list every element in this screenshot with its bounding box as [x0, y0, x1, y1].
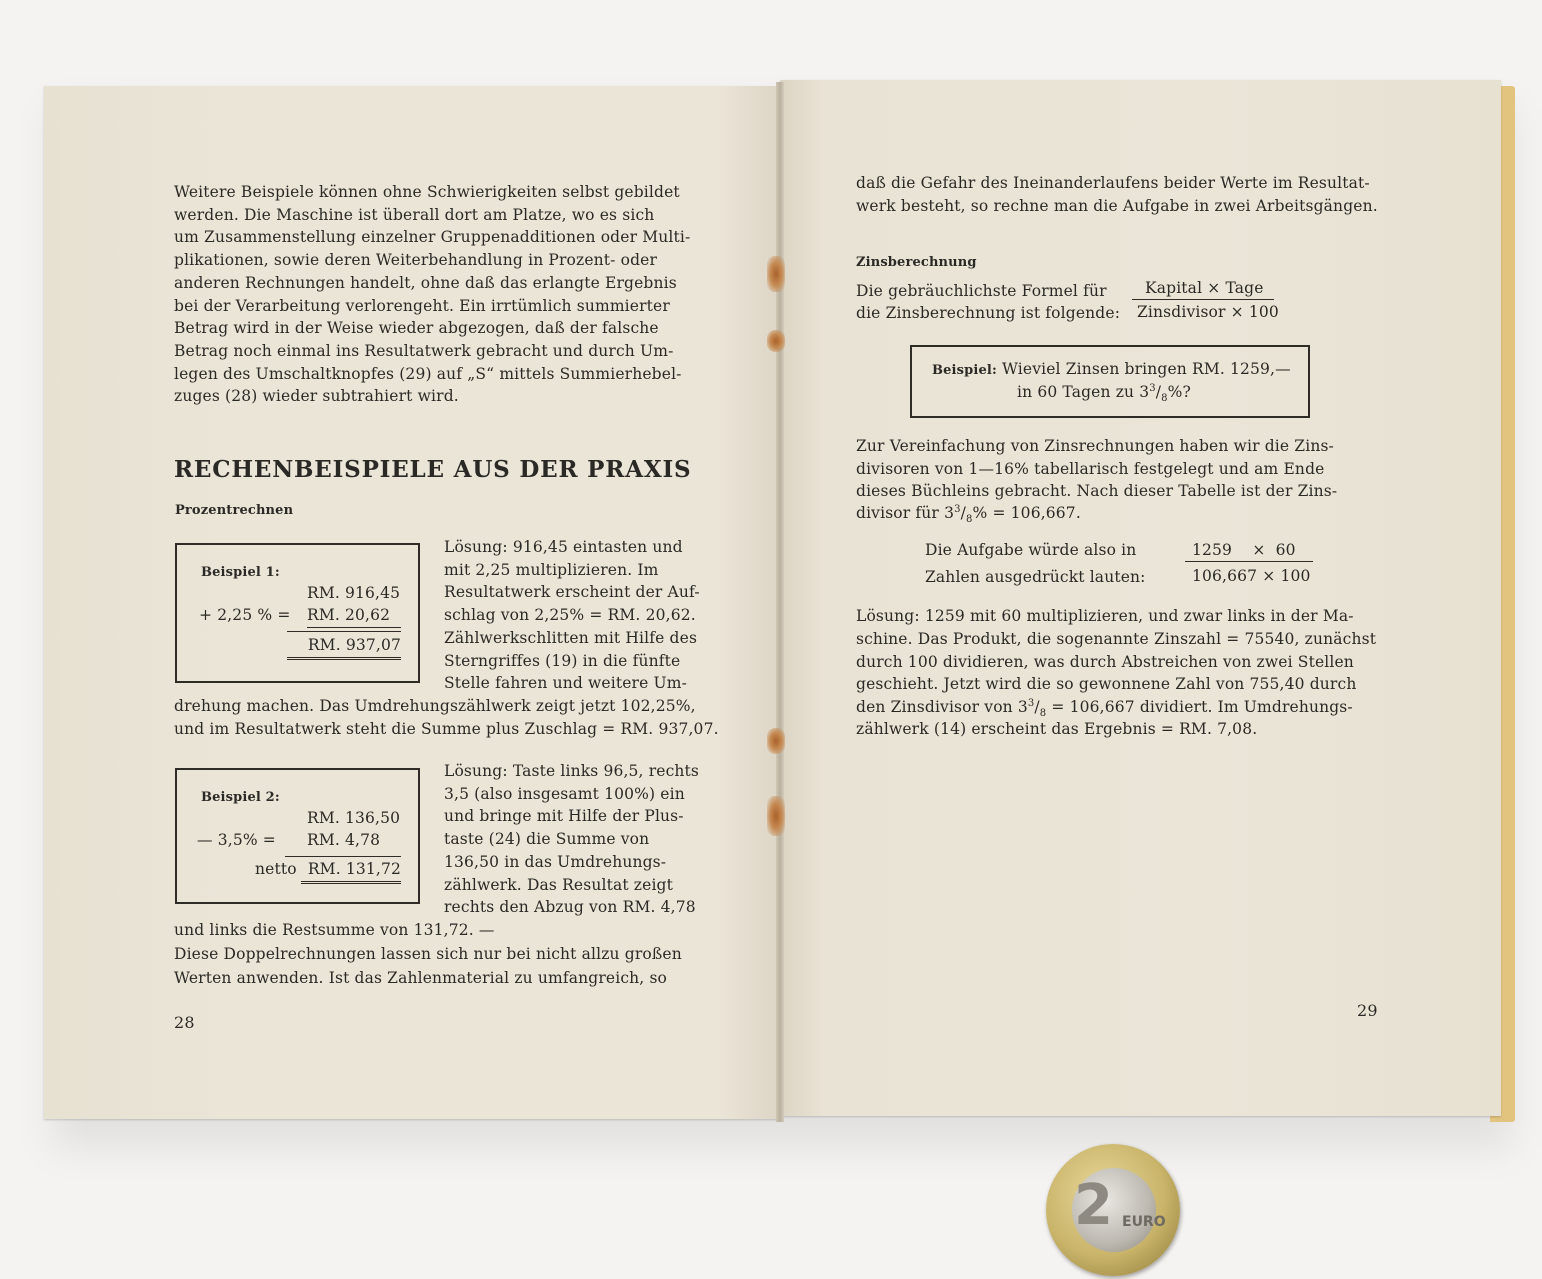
aufgabe-denominator: 106,667 × 100	[1192, 567, 1311, 585]
book-gutter	[776, 82, 784, 1122]
text-line: durch 100 dividieren, was durch Abstreichen von zwei Stellen	[856, 652, 1354, 671]
text-line: Sterngriffes (19) in die fünfte	[444, 651, 681, 670]
text-line: Betrag noch einmal ins Resultatwerk gebracht und durch Um-	[174, 341, 674, 360]
example-text-2-pre: in 60 Tagen zu 3	[1017, 383, 1150, 401]
text-line: um Zusammenstellung einzelner Gruppenadditionen oder Multi-	[174, 228, 691, 247]
section-heading: RECHENBEISPIELE AUS DER PRAXIS	[174, 456, 692, 483]
para-frac-den: 8	[965, 514, 973, 526]
right-page	[780, 80, 1501, 1116]
example-2-total: RM. 131,72	[301, 858, 401, 884]
text-line: daß die Gefahr des Ineinanderlaufens beider Werte im Resultat-	[856, 174, 1370, 192]
example-box	[910, 345, 1310, 418]
aufgabe-line-1: Die Aufgabe würde also in	[925, 541, 1137, 559]
example-1-rule	[287, 631, 401, 632]
text-line: geschieht. Jetzt wird die so gewonnene Zahl von 755,40 durch	[856, 675, 1357, 694]
text-line: Betrag wird in der Weise wieder abgezogen, daß der falsche	[174, 319, 659, 338]
text-line: schine. Das Produkt, die sogenannte Zinszahl = 75540, zunächst	[856, 629, 1377, 648]
formula-intro-1: Die gebräuchlichste Formel für	[856, 282, 1107, 300]
text-line: Lösung: Taste links 96,5, rechts	[444, 762, 700, 780]
text-line: Werten anwenden. Ist das Zahlenmaterial zu umfangreich, so	[174, 969, 668, 987]
formula-denominator: Zinsdivisor × 100	[1137, 303, 1279, 321]
text-line: Stelle fahren und weitere Um-	[444, 674, 687, 693]
example-2-total-prefix: netto	[255, 860, 297, 878]
left-page	[44, 86, 778, 1119]
example-1-line1: RM. 916,45	[307, 584, 401, 602]
coin-euro-text: EURO	[1122, 1214, 1166, 1230]
aufgabe-line-2: Zahlen ausgedrückt lauten:	[925, 568, 1146, 586]
page-number-right: 29	[1357, 1001, 1378, 1020]
two-euro-coin	[1046, 1144, 1180, 1276]
rust-staple-4	[767, 796, 785, 836]
example-1-line2-right: RM. 20,62	[307, 604, 401, 628]
sol5-frac-num: 3	[1027, 697, 1035, 709]
rust-staple-2	[767, 330, 785, 352]
zins-solution-line-5: den Zinsdivisor von $3^3/_8 = 106,667$ dividiert. Im Umdrehungs-	[856, 697, 1353, 720]
text-line: zählwerk. Das Resultat zeigt	[444, 875, 674, 894]
text-line: drehung machen. Das Umdrehungszählwerk zeigt jetzt 102,25%,	[174, 697, 696, 715]
text-line: bei der Verarbeitung verlorengeht. Ein irrtümlich summierter	[174, 296, 670, 315]
page-number-left: 28	[174, 1013, 195, 1032]
zins-heading: Zinsberechnung	[856, 255, 977, 270]
example-text-2-post: %?	[1167, 383, 1191, 401]
text-line: Diese Doppelrechnungen lassen sich nur bei nicht allzu großen	[174, 945, 682, 963]
text-line: Zur Vereinfachung von Zinsrechnungen haben wir die Zins-	[856, 437, 1334, 455]
text-line: Resultatwerk erscheint der Auf-	[444, 583, 700, 602]
text-line: schlag von 2,25% = RM. 20,62.	[444, 606, 696, 625]
text-line: divisoren von 1—16% tabellarisch festgelegt und am Ende	[856, 459, 1325, 478]
frac-den: 8	[1161, 393, 1168, 405]
rust-staple-3	[767, 728, 785, 754]
example-2-line1: RM. 136,50	[307, 809, 401, 827]
example-2-box	[175, 768, 420, 904]
coin-value: 2	[1074, 1173, 1113, 1238]
example-2-label: Beispiel 2:	[201, 790, 280, 805]
text-line: taste (24) die Summe von	[444, 830, 650, 849]
text-line: werden. Die Maschine ist überall dort am Platze, wo es sich	[174, 205, 655, 224]
text-line: Lösung: 1259 mit 60 multiplizieren, und zwar links in der Ma-	[856, 607, 1354, 625]
example-2-line2-left: — 3,5% =	[197, 831, 276, 849]
formula-intro-2: die Zinsberechnung ist folgende:	[856, 304, 1121, 322]
sol5-post: = 106,667 dividiert. Im Umdrehungs-	[1046, 698, 1353, 716]
text-line: und bringe mit Hilfe der Plus-	[444, 807, 684, 826]
text-line: anderen Rechnungen handelt, ohne daß das erlangte Ergebnis	[174, 273, 677, 292]
zins-solution-line-6: zählwerk (14) erscheint das Ergebnis = RM. 7,08.	[856, 720, 1258, 738]
example-label: Beispiel:	[932, 363, 997, 378]
text-line: Zählwerkschlitten mit Hilfe des	[444, 628, 698, 647]
example-1-line2-left: + 2,25 % =	[199, 606, 291, 624]
example-2-line2-right: RM. 4,78	[307, 831, 381, 849]
para-last-post: % = 106,667.	[972, 504, 1081, 522]
example-1-label: Beispiel 1:	[201, 565, 280, 580]
aufgabe-numerator: 1259 × 60	[1192, 541, 1296, 559]
text-line: Weitere Beispiele können ohne Schwierigkeiten selbst gebildet	[174, 183, 680, 201]
aufgabe-fraction-bar	[1185, 561, 1313, 562]
sol5-pre: den Zinsdivisor von 3	[856, 698, 1028, 716]
formula-fraction-bar	[1132, 299, 1274, 300]
zinsdivisor-last-line: divisor für $3^3/_8\% = 106,667$.	[856, 503, 1081, 526]
example-line-1	[932, 358, 1291, 383]
example-text-1: Wieviel Zinsen bringen RM. 1259,—	[1001, 360, 1291, 378]
para-last-pre: divisor für 3	[856, 504, 955, 522]
frac-num: 3	[1149, 382, 1156, 394]
example-line-2: in 60 Tagen zu $3^3/_8\%$?	[1017, 382, 1191, 405]
text-line: dieses Büchleins gebracht. Nach dieser Tabelle ist der Zins-	[856, 482, 1338, 500]
example-1-box	[175, 543, 420, 683]
example-2-rule	[285, 856, 401, 857]
sol5-frac-den: 8	[1039, 708, 1047, 720]
text-line: plikationen, sowie deren Weiterbehandlung in Prozent- oder	[174, 251, 658, 270]
formula-numerator: Kapital × Tage	[1145, 279, 1264, 297]
text-line: 3,5 (also insgesamt 100%) ein	[444, 784, 685, 803]
example-1-total: RM. 937,07	[287, 634, 401, 660]
text-line: und links die Restsumme von 131,72. —	[174, 921, 495, 939]
text-line: Lösung: 916,45 eintasten und	[444, 538, 683, 556]
subheading: Prozentrechnen	[175, 503, 294, 518]
text-line: und im Resultatwerk steht die Summe plus Zuschlag = RM. 937,07.	[174, 719, 719, 738]
text-line: werk besteht, so rechne man die Aufgabe in zwei Arbeitsgängen.	[856, 197, 1378, 215]
text-line: mit 2,25 multiplizieren. Im	[444, 560, 659, 579]
text-line: zuges (28) wieder subtrahiert wird.	[174, 387, 459, 406]
para-frac-num: 3	[954, 503, 961, 515]
rust-staple-1	[767, 256, 785, 292]
text-line: rechts den Abzug von RM. 4,78	[444, 898, 696, 917]
text-line: 136,50 in das Umdrehungs-	[444, 852, 667, 871]
text-line: legen des Umschaltknopfes (29) auf „S“ mittels Summierhebel-	[174, 364, 682, 383]
